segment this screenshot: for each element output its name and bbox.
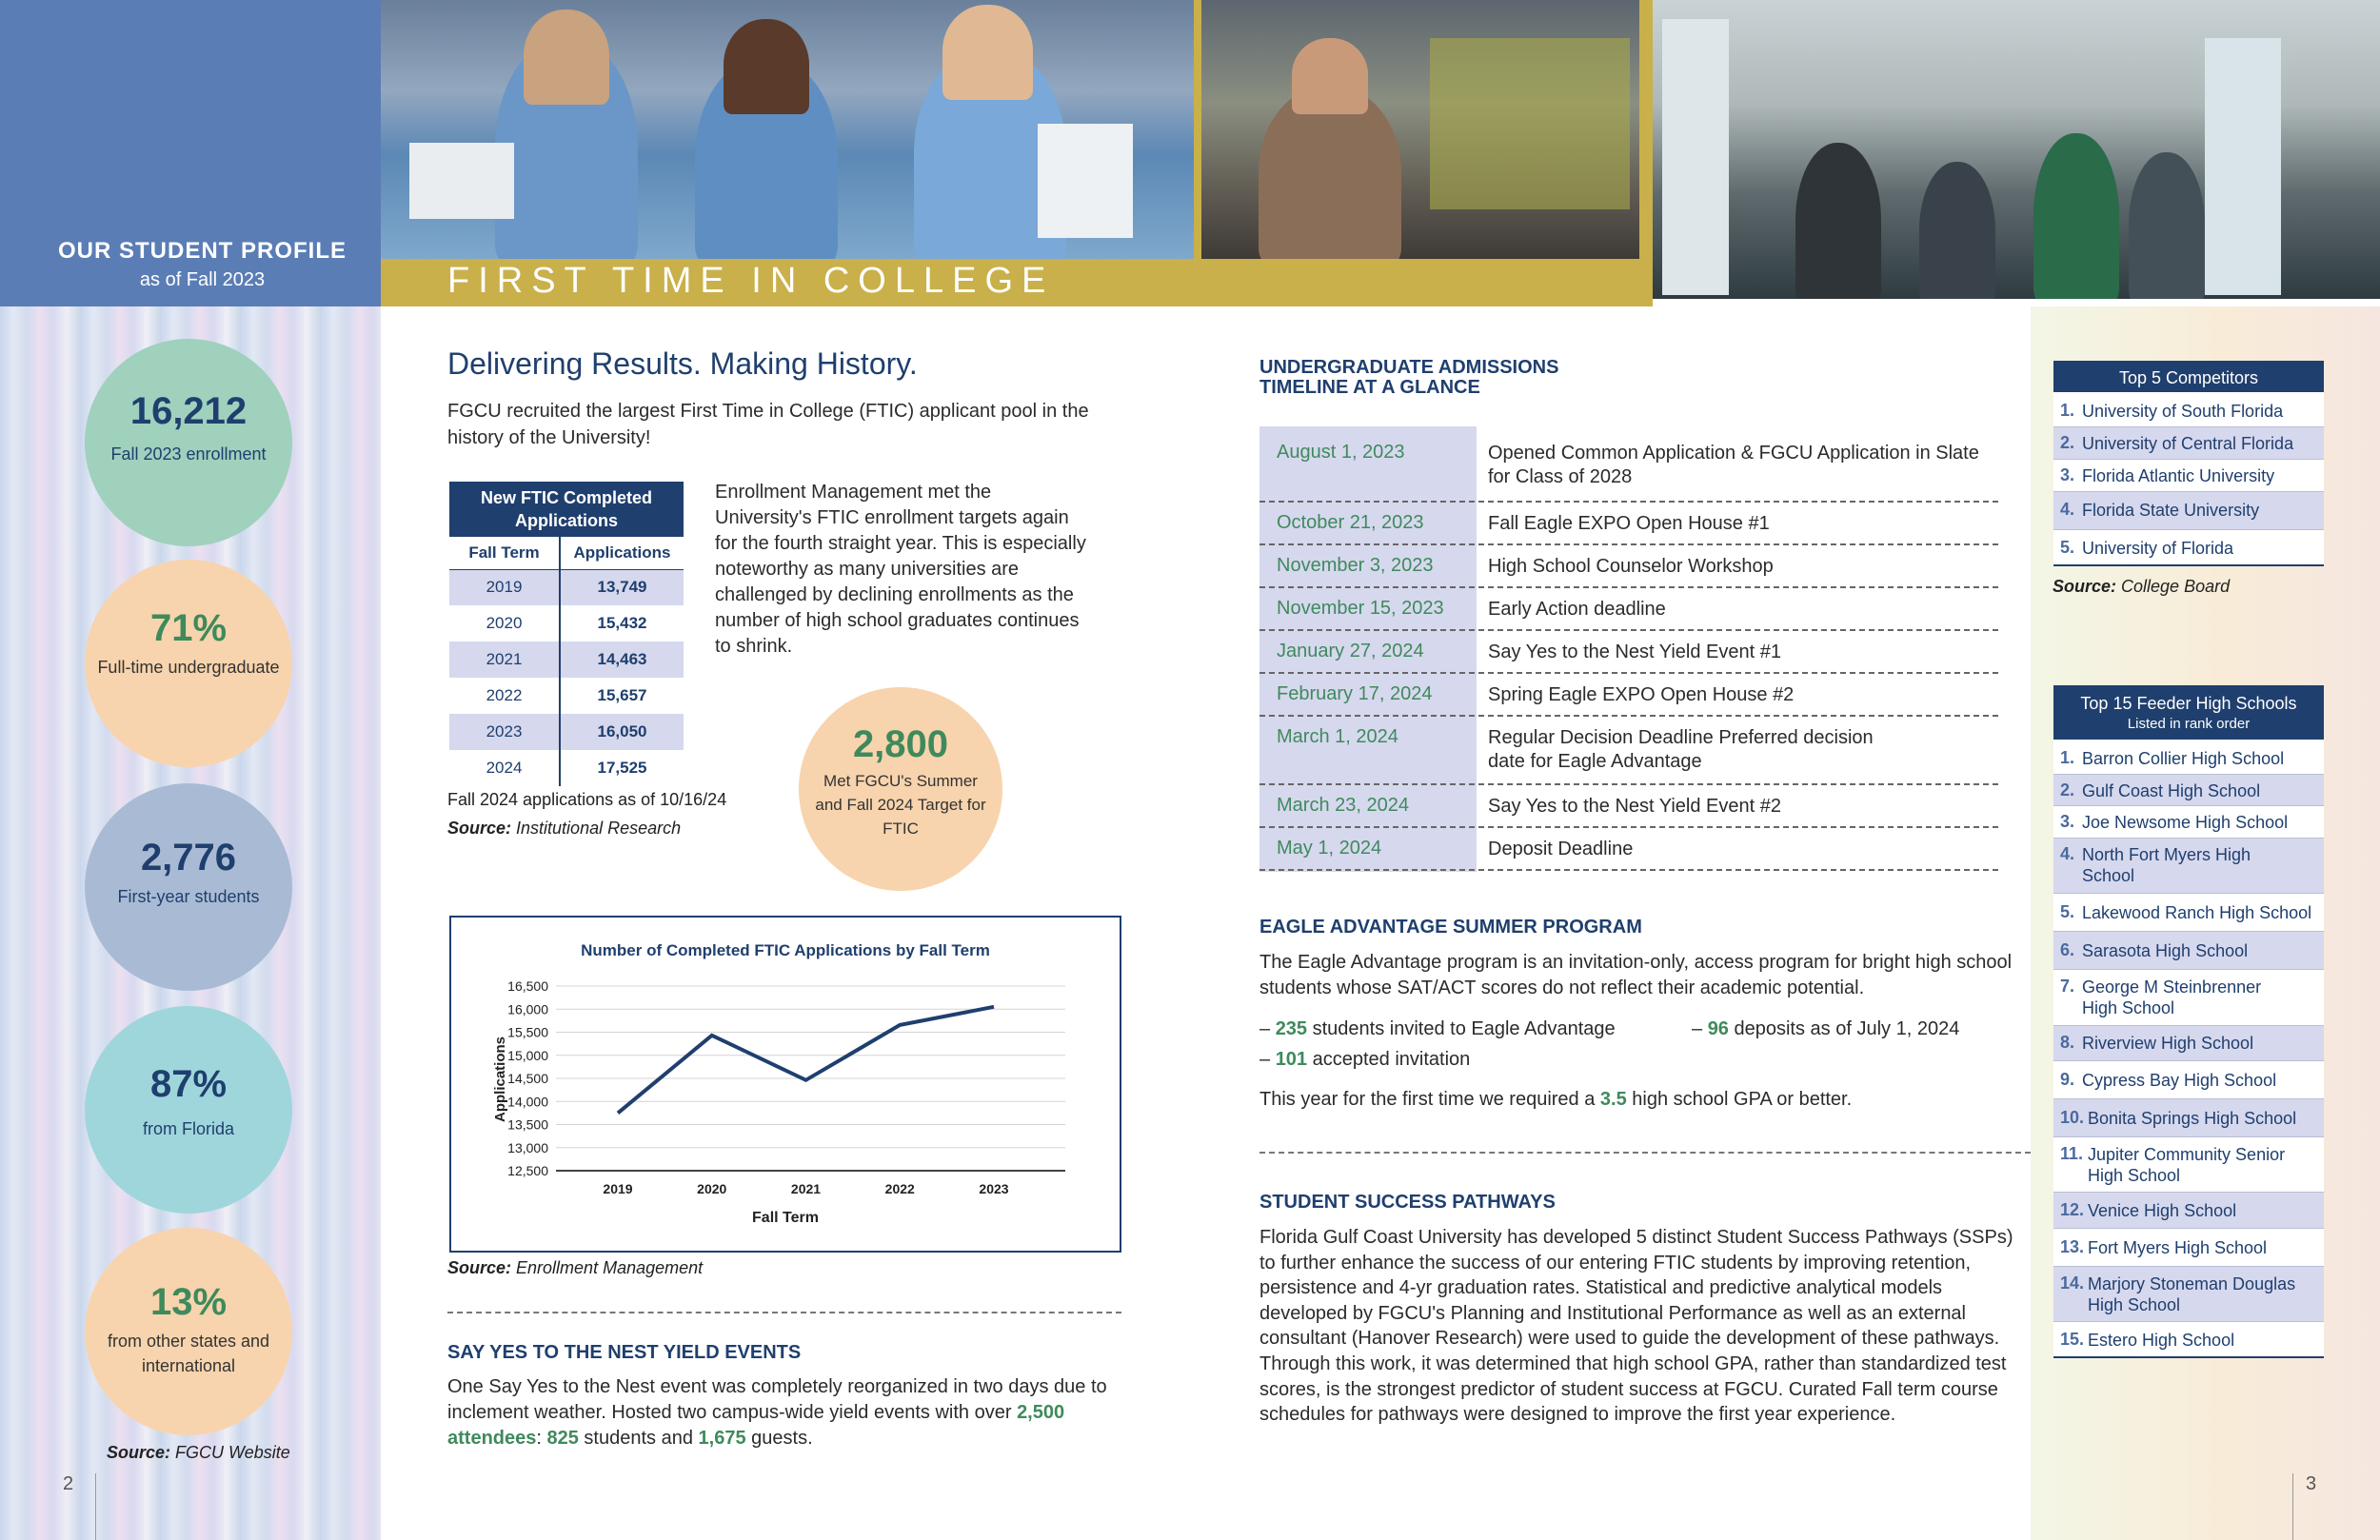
rank: 12. <box>2060 1200 2085 1219</box>
list-item <box>2053 1026 2324 1061</box>
x-tick-label: 2019 <box>603 1181 633 1196</box>
timeline-date: November 15, 2023 <box>1277 598 1444 619</box>
y-tick-label: 12,500 <box>507 1163 548 1178</box>
stat-label: Full-time undergraduate <box>97 658 280 677</box>
table-row <box>449 569 684 605</box>
item-name: Riverview High School <box>2082 1034 2254 1053</box>
rank: 6. <box>2060 940 2075 959</box>
series-line <box>618 1007 994 1114</box>
item-name: Sarasota High School <box>2082 941 2249 960</box>
rank: 3. <box>2060 465 2075 484</box>
timeline-heading <box>1259 358 1558 398</box>
timeline-list <box>1259 426 1998 871</box>
list-item <box>2053 1137 2324 1193</box>
list-item <box>2053 1267 2324 1322</box>
y-tick-label: 16,500 <box>507 978 548 994</box>
list-item <box>2053 1099 2324 1137</box>
stat-label: from other states and international <box>107 1332 270 1375</box>
apps-cell: 16,050 <box>560 714 684 750</box>
stat-circle-first-year <box>85 783 292 991</box>
stat-dash: – <box>1259 1018 1276 1039</box>
timeline-event: Opened Common Application & FGCU Application in Slate for Class of 2028 <box>1488 443 1979 487</box>
apps-cell: 15,432 <box>597 614 647 632</box>
feeders-subheading: Listed in rank order <box>2127 716 2251 732</box>
list-item <box>2053 460 2324 492</box>
stat-label: from Florida <box>142 1119 235 1138</box>
stat-circle-enrollment <box>85 339 292 546</box>
eagle-stat-invited <box>1259 1018 1616 1040</box>
list-item <box>2053 970 2324 1026</box>
item-name: North Fort Myers High School <box>2082 845 2251 885</box>
source-label: Source: <box>447 819 512 838</box>
chart-title: Number of Completed FTIC Applications by Fall Term <box>581 941 990 959</box>
page-rule-right <box>2292 1473 2293 1540</box>
eagle-paragraph: The Eagle Advantage program is an invitation-only, access program for bright high school students whose SAT/ACT scores do not reflect their academic potential. <box>1259 952 2013 998</box>
list-item <box>2053 530 2324 566</box>
apps-cell: 13,749 <box>560 569 684 605</box>
rank: 8. <box>2060 1033 2075 1052</box>
list-item <box>2053 492 2324 530</box>
rank: 10. <box>2060 1108 2085 1127</box>
list-item <box>2053 1193 2324 1229</box>
timeline-date: October 21, 2023 <box>1277 512 1424 533</box>
rank: 9. <box>2060 1070 2075 1089</box>
timeline-event: Say Yes to the Nest Yield Event #1 <box>1488 642 1781 662</box>
stat-value: 13% <box>149 1281 228 1323</box>
feeders-box <box>2053 685 2324 1358</box>
rank: 3. <box>2060 812 2075 831</box>
item-name: Barron Collier High School <box>2082 749 2285 768</box>
source-text: FGCU Website <box>170 1443 290 1462</box>
apps-cell: 14,463 <box>560 642 684 678</box>
timeline-row <box>1259 545 1998 588</box>
term-cell: 2019 <box>449 569 560 605</box>
list-item <box>2053 1061 2324 1099</box>
stat-circle-full-time <box>85 560 292 767</box>
item-name: Bonita Springs High School <box>2088 1109 2297 1128</box>
photo-divider <box>1194 0 1201 259</box>
target-circle <box>799 687 1002 891</box>
stat-text: deposits as of July 1, 2024 <box>1728 1018 1960 1039</box>
rank: 7. <box>2060 977 2075 996</box>
say-yes-text: One Say Yes to the Nest event was completely reorganized in two days due to inclement weather. Hosted two campus-wide yield events with over <box>447 1376 1107 1423</box>
list-item <box>2053 932 2324 970</box>
apps-cell: 15,657 <box>597 686 647 704</box>
accepted-value: 101 <box>1275 1049 1308 1070</box>
applications-chart <box>449 916 1121 1253</box>
source-text: Enrollment Management <box>511 1258 704 1277</box>
column-header-applications: Applications <box>560 537 684 569</box>
say-yes-paragraph <box>447 1374 1123 1451</box>
stat-dash: – <box>1692 1018 1708 1039</box>
list-item <box>2053 1322 2324 1358</box>
y-tick-label: 15,000 <box>507 1047 548 1063</box>
rank: 2. <box>2060 433 2075 452</box>
page-number-right: 3 <box>2306 1473 2317 1494</box>
y-tick-label: 13,500 <box>507 1116 548 1133</box>
rank: 1. <box>2060 401 2075 420</box>
eagle-stat-accepted <box>1259 1049 1470 1071</box>
target-label: Met FGCU's Summer and Fall 2024 Target for FTIC <box>815 772 986 838</box>
profile-subtitle: as of Fall 2023 <box>139 269 266 290</box>
table-row <box>449 605 684 642</box>
rank: 11. <box>2060 1144 2084 1163</box>
x-tick-label: 2021 <box>790 1181 822 1196</box>
sidebar-source <box>107 1443 290 1463</box>
profile-title: OUR STUDENT PROFILE <box>57 238 347 264</box>
term-cell: 2020 <box>449 605 560 642</box>
y-tick-label: 14,000 <box>507 1094 548 1110</box>
stat-dash: – <box>1259 1049 1276 1070</box>
gpa-text: This year for the first time we required a <box>1259 1089 1600 1110</box>
applications-table <box>449 482 684 786</box>
target-value: 2,800 <box>852 723 949 765</box>
item-name: Joe Newsome High School <box>2082 813 2289 832</box>
eagle-heading: EAGLE ADVANTAGE SUMMER PROGRAM <box>1259 917 1642 938</box>
guests-value: 1,675 <box>698 1428 746 1449</box>
competitors-box <box>2053 361 2324 566</box>
timeline-row <box>1259 503 1998 545</box>
list-item <box>2053 839 2324 894</box>
item-name: Fort Myers High School <box>2088 1238 2268 1257</box>
source-label: Source: <box>107 1443 171 1462</box>
y-tick-label: 15,500 <box>507 1024 548 1040</box>
photo-students-touring <box>1201 0 1639 259</box>
gpa-value: 3.5 <box>1599 1089 1627 1110</box>
stat-text: accepted invitation <box>1307 1049 1471 1070</box>
term-cell: 2024 <box>449 750 560 786</box>
photo-ambassadors <box>381 0 1194 259</box>
rank: 4. <box>2060 500 2075 519</box>
table-row <box>449 642 684 678</box>
timeline-row <box>1259 674 1998 717</box>
item-name: Venice High School <box>2088 1201 2237 1220</box>
rank: 15. <box>2060 1330 2085 1349</box>
timeline-row <box>1259 717 1998 785</box>
say-yes-text: students and <box>578 1428 699 1449</box>
x-tick-label: 2020 <box>697 1181 727 1196</box>
timeline-date: May 1, 2024 <box>1277 838 1382 859</box>
section-title: FIRST TIME IN COLLEGE <box>447 261 1055 301</box>
feeders-heading: Top 15 Feeder High Schools <box>2080 694 2297 713</box>
source-text: Institutional Research <box>511 819 682 838</box>
item-name: Cypress Bay High School <box>2082 1071 2277 1090</box>
say-yes-text: : <box>536 1428 547 1449</box>
deposits-value: 96 <box>1707 1018 1729 1039</box>
timeline-event: Early Action deadline <box>1488 599 1666 620</box>
term-cell: 2023 <box>449 714 560 750</box>
list-item <box>2053 775 2324 806</box>
x-tick-label: 2022 <box>884 1181 915 1196</box>
timeline-row <box>1259 588 1998 631</box>
table-row <box>449 678 684 714</box>
timeline-row <box>1259 785 1998 828</box>
page-number-left: 2 <box>63 1473 74 1494</box>
y-axis-label: Applications <box>492 1036 508 1123</box>
stat-value: 2,776 <box>140 837 237 879</box>
stat-circle-florida <box>85 1006 292 1214</box>
photo-expo-crowd <box>1653 0 2380 299</box>
timeline-date: March 1, 2024 <box>1277 726 1398 747</box>
list-item <box>2053 395 2324 427</box>
list-item <box>2053 894 2324 932</box>
rank: 4. <box>2060 844 2075 863</box>
timeline-row <box>1259 426 1998 503</box>
timeline-event: Deposit Deadline <box>1488 839 1634 859</box>
chart-svg <box>451 918 1120 1251</box>
section-divider <box>1259 1152 2031 1154</box>
timeline-event: Regular Decision Deadline Preferred decision date for Eagle Advantage <box>1488 727 1874 772</box>
say-yes-heading: SAY YES TO THE NEST YIELD EVENTS <box>447 1342 802 1363</box>
timeline-heading-line: UNDERGRADUATE ADMISSIONS <box>1259 357 1559 378</box>
x-axis-ticks <box>603 1181 1008 1196</box>
rank: 13. <box>2060 1237 2085 1256</box>
rank: 2. <box>2060 780 2075 800</box>
eagle-gpa-line <box>1259 1089 1852 1111</box>
item-name: Florida State University <box>2082 501 2260 520</box>
timeline-row <box>1259 631 1998 674</box>
timeline-event: Say Yes to the Nest Yield Event #2 <box>1488 796 1781 817</box>
list-item <box>2053 742 2324 775</box>
students-value: 825 <box>546 1428 579 1449</box>
eagle-stat-deposits <box>1692 1018 1959 1040</box>
gpa-text: high school GPA or better. <box>1626 1089 1853 1110</box>
timeline-date: March 23, 2024 <box>1277 795 1409 816</box>
timeline-row <box>1259 828 1998 871</box>
stat-circle-out-of-state <box>85 1228 292 1435</box>
y-tick-label: 13,000 <box>507 1139 548 1155</box>
item-name: University of Florida <box>2082 539 2234 558</box>
item-name: Gulf Coast High School <box>2082 781 2261 800</box>
source-text: College Board <box>2116 577 2231 596</box>
list-item <box>2053 427 2324 460</box>
table-row <box>449 714 684 750</box>
item-name: Florida Atlantic University <box>2082 466 2275 485</box>
item-name: University of Central Florida <box>2082 434 2294 453</box>
invited-value: 235 <box>1275 1018 1308 1039</box>
list-item <box>2053 1229 2324 1267</box>
attendees-value: 2,500 attendees <box>447 1402 1065 1449</box>
competitors-source <box>2053 577 2230 597</box>
item-name: Jupiter Community Senior High School <box>2088 1145 2286 1185</box>
enrollment-paragraph: Enrollment Management met the University's FTIC enrollment targets again for the fourth straight year. This is especially noteworthy as many universities are challenged by declining enrollments as the number of high school graduates continues to shrink. <box>715 482 1086 657</box>
say-yes-text: guests. <box>745 1428 813 1449</box>
timeline-heading-line: TIMELINE AT A GLANCE <box>1259 377 1480 398</box>
stat-value: 71% <box>149 607 228 649</box>
rank: 1. <box>2060 748 2075 767</box>
intro-paragraph: FGCU recruited the largest First Time in College (FTIC) applicant pool in the history of the University! <box>447 401 1089 448</box>
list-item <box>2053 806 2324 839</box>
stat-label: Fall 2023 enrollment <box>110 444 267 464</box>
rank: 5. <box>2060 902 2075 921</box>
table-row <box>449 750 684 786</box>
table-title: New FTIC Completed Applications <box>449 482 684 537</box>
item-name: George M Steinbrenner High School <box>2082 977 2262 1017</box>
item-name: Marjory Stoneman Douglas High School <box>2088 1274 2296 1314</box>
stat-value: 87% <box>149 1063 228 1105</box>
item-name: Estero High School <box>2088 1331 2235 1350</box>
y-axis-ticks <box>507 978 548 1178</box>
y-tick-label: 14,500 <box>507 1071 548 1086</box>
source-label: Source: <box>447 1258 512 1277</box>
column-header-term: Fall Term <box>449 537 560 569</box>
timeline-event: High School Counselor Workshop <box>1488 556 1774 577</box>
table-note: Fall 2024 applications as of 10/16/24 <box>447 790 727 809</box>
section-divider <box>447 1312 1121 1313</box>
ssp-heading: STUDENT SUCCESS PATHWAYS <box>1259 1192 1556 1213</box>
timeline-date: November 3, 2023 <box>1277 555 1434 576</box>
source-label: Source: <box>2053 577 2117 596</box>
y-tick-label: 16,000 <box>507 1001 548 1017</box>
rank: 5. <box>2060 538 2075 557</box>
timeline-date: January 27, 2024 <box>1277 641 1424 661</box>
header-strip <box>1653 299 2380 306</box>
chart-source <box>447 1258 703 1278</box>
page-heading: Delivering Results. Making History. <box>447 346 918 381</box>
term-cell: 2022 <box>449 678 560 714</box>
stat-label: First-year students <box>117 887 260 906</box>
term-cell: 2021 <box>449 642 560 678</box>
item-name: University of South Florida <box>2082 402 2284 421</box>
page-rule-left <box>95 1473 96 1540</box>
competitors-heading: Top 5 Competitors <box>2053 361 2324 395</box>
stat-text: students invited to Eagle Advantage <box>1307 1018 1616 1039</box>
timeline-date: February 17, 2024 <box>1277 683 1433 704</box>
apps-cell: 17,525 <box>597 759 647 777</box>
table-source <box>447 819 681 839</box>
timeline-date: August 1, 2023 <box>1277 442 1405 463</box>
stat-value: 16,212 <box>129 390 248 432</box>
x-axis-label: Fall Term <box>752 1210 819 1226</box>
ssp-paragraph: Florida Gulf Coast University has developed 5 distinct Student Success Pathways (SSPs) to further enhance the success of our entering FTIC students by improving retention, persistence and 4-yr graduation rates. Statistical and predictive analytical models developed by FGCU's Planning and Institutional Performance as well as an external consultant (Hanover Research) were used to guide the development of these pathways. Through this work, it was determined that high school GPA, rather than standardized test scores, is the strongest predictor of student success at FGCU. Curated Fall term course schedules for pathways were designed to improve the first year experience. <box>1259 1227 2013 1426</box>
item-name: Lakewood Ranch High School <box>2082 903 2312 922</box>
timeline-event: Fall Eagle EXPO Open House #1 <box>1488 513 1770 534</box>
x-tick-label: 2023 <box>979 1181 1009 1196</box>
rank: 14. <box>2060 1273 2085 1293</box>
timeline-event: Spring Eagle EXPO Open House #2 <box>1488 684 1795 705</box>
feeders-heading-block <box>2053 685 2324 742</box>
